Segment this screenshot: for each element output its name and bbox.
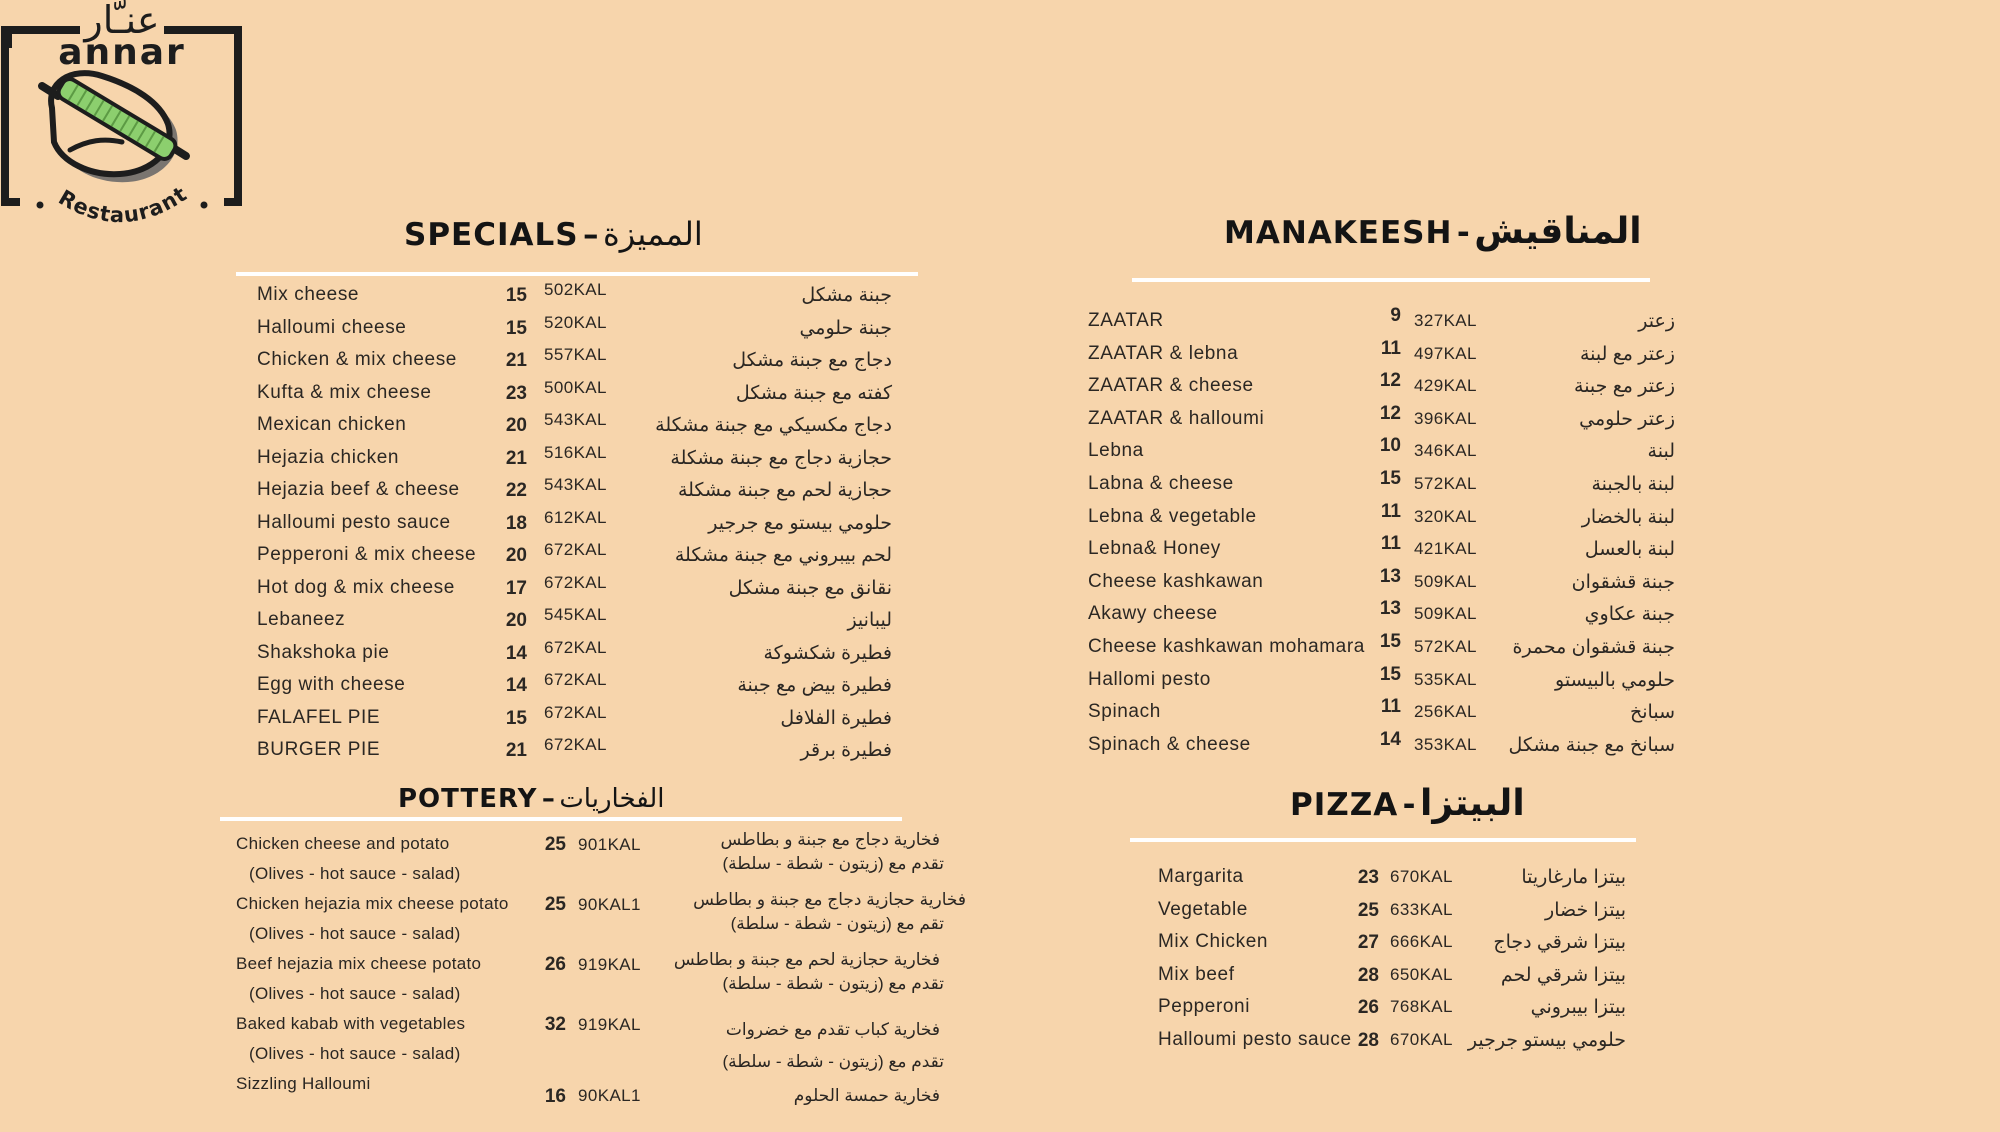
pizza-divider xyxy=(1130,838,1636,842)
pottery-heading xyxy=(398,786,665,812)
item-price: 15 xyxy=(1379,468,1401,489)
item-calories: 768KAL xyxy=(1390,997,1453,1016)
item-price: 26 xyxy=(1357,997,1379,1018)
item-calories: 672KAL xyxy=(544,540,607,559)
item-name-ar: حلومي بالبيستو xyxy=(1555,670,1675,691)
item-name-en: ZAATAR xyxy=(1088,310,1164,331)
item-name-ar: بيتزا خضار xyxy=(1545,900,1626,921)
item-name-ar: فخارية حمسة الحلوم xyxy=(793,1086,940,1105)
item-price: 15 xyxy=(1379,664,1401,685)
item-price: 14 xyxy=(505,643,527,664)
pizza-item xyxy=(0,994,2000,1024)
logo-tagline: Restaurant xyxy=(54,181,192,228)
item-name-en: Spinach & cheese xyxy=(1088,734,1251,755)
item-name-ar: بيتزا شرقي لحم xyxy=(1500,965,1626,986)
item-name-ar: لبنة بالعسل xyxy=(1584,539,1675,560)
item-price: 21 xyxy=(505,350,527,371)
item-calories: 572KAL xyxy=(1414,474,1477,493)
item-name-ar: فطيرة شكشوكة xyxy=(763,643,892,664)
item-sides-ar: تقدم مع (زيتون - شطة - سلطة) xyxy=(722,1052,944,1071)
manakeesh-divider xyxy=(1132,278,1650,282)
item-calories: 543KAL xyxy=(544,475,607,494)
item-price: 20 xyxy=(505,610,527,631)
item-name-ar: حلومي بيستو مع جرجير xyxy=(708,513,892,534)
item-name-ar: جبنة حلومي xyxy=(799,318,892,339)
pizza-item xyxy=(0,897,2000,927)
item-name-ar: جبنة قشقوان محمرة xyxy=(1512,637,1675,658)
item-price: 11 xyxy=(1380,533,1401,554)
item-name-ar: سبانخ مع جبنة مشكل xyxy=(1508,735,1675,756)
item-name-en: Egg with cheese xyxy=(257,674,406,695)
item-name-en: Halloumi pesto sauce xyxy=(1158,1029,1352,1050)
logo-tagline-arc xyxy=(0,0,244,236)
item-name-en: Sizzling Halloumi xyxy=(236,1074,371,1093)
item-calories: 509KAL xyxy=(1414,604,1477,623)
pottery-title-ar: الفخاريات xyxy=(559,784,665,814)
item-price: 15 xyxy=(1379,631,1401,652)
pottery-divider xyxy=(220,817,902,821)
item-calories: 901KAL xyxy=(578,835,641,854)
item-calories: 500KAL xyxy=(544,378,607,397)
manakeesh-title-ar: المناقيش xyxy=(1474,211,1642,252)
item-name-en: Baked kabab with vegetables xyxy=(236,1014,466,1033)
item-name-en: Hejazia beef & cheese xyxy=(257,479,460,500)
item-calories: 320KAL xyxy=(1414,507,1477,526)
item-price: 17 xyxy=(505,578,527,599)
item-sides-en: (Olives - hot sauce - salad) xyxy=(249,984,461,1003)
pizza-item xyxy=(0,864,2000,894)
item-calories: 497KAL xyxy=(1414,344,1477,363)
item-name-en: Beef hejazia mix cheese potato xyxy=(236,954,482,973)
item-price: 13 xyxy=(1379,598,1401,619)
item-name-en: Pepperoni xyxy=(1158,996,1251,1017)
item-calories: 672KAL xyxy=(544,670,607,689)
item-price: 21 xyxy=(505,740,527,761)
item-name-en: Cheese kashkawan xyxy=(1088,571,1264,592)
item-calories: 557KAL xyxy=(544,345,607,364)
item-price: 15 xyxy=(505,318,527,339)
item-sides-en: (Olives - hot sauce - salad) xyxy=(249,864,461,883)
item-calories: 572KAL xyxy=(1414,637,1477,656)
pizza-title-separator: - xyxy=(1402,787,1416,823)
item-name-ar: لبنة xyxy=(1647,441,1675,462)
manakeesh-title-separator: - xyxy=(1456,215,1470,251)
item-name-en: Lebna& Honey xyxy=(1088,538,1221,559)
pizza-item xyxy=(0,1027,2000,1057)
item-name-ar: فخارية كباب تقدم مع خضروات xyxy=(725,1020,940,1039)
item-calories: 353KAL xyxy=(1414,735,1477,754)
item-name-ar: حجازية دجاج مع جبنة مشكلة xyxy=(670,448,892,469)
pizza-heading xyxy=(1290,783,1525,824)
item-calories: 919KAL xyxy=(578,1015,641,1034)
item-name-ar: جبنة مشكل xyxy=(801,285,892,306)
pizza-title-en: PIZZA xyxy=(1290,787,1399,823)
item-sides-ar: تقدم مع (زيتون - شطة - سلطة) xyxy=(722,974,944,993)
item-calories: 516KAL xyxy=(544,443,607,462)
item-name-en: Lebna & vegetable xyxy=(1088,506,1257,527)
item-calories: 327KAL xyxy=(1414,311,1477,330)
item-name-ar: زعتر مع جبنة xyxy=(1574,376,1675,397)
item-name-en: ZAATAR & halloumi xyxy=(1088,408,1265,429)
manakeesh-item xyxy=(0,598,2000,631)
item-name-ar: دجاج مع جبنة مشكل xyxy=(732,350,892,371)
manakeesh-item xyxy=(0,696,2000,729)
item-calories: 256KAL xyxy=(1414,702,1477,721)
item-calories: 666KAL xyxy=(1390,932,1453,951)
item-name-en: Lebna xyxy=(1088,440,1144,461)
item-price: 20 xyxy=(505,545,527,566)
item-calories: 672KAL xyxy=(544,573,607,592)
manakeesh-item xyxy=(0,729,2000,762)
item-name-ar: فطيرة الفلافل xyxy=(780,708,892,729)
item-price: 14 xyxy=(1379,729,1401,750)
pottery-item xyxy=(0,1074,2000,1132)
manakeesh-item xyxy=(0,370,2000,403)
item-calories: 633KAL xyxy=(1390,900,1453,919)
item-name-ar: فخارية حجازية لحم مع جبنة و بطاطس xyxy=(673,950,940,969)
item-calories: 543KAL xyxy=(544,410,607,429)
item-price: 25 xyxy=(1357,900,1379,921)
item-name-ar: بيتزا بيبروني xyxy=(1530,997,1626,1018)
item-price: 10 xyxy=(1379,435,1401,456)
pizza-item xyxy=(0,929,2000,959)
item-name-en: Kufta & mix cheese xyxy=(257,382,432,403)
item-calories: 90KAL1 xyxy=(578,895,641,914)
item-name-ar: زعتر xyxy=(1638,311,1675,332)
item-calories: 346KAL xyxy=(1414,441,1477,460)
item-price: 27 xyxy=(1357,932,1379,953)
item-name-en: FALAFEL PIE xyxy=(257,707,381,728)
item-calories: 545KAL xyxy=(544,605,607,624)
item-calories: 612KAL xyxy=(544,508,607,527)
item-calories: 672KAL xyxy=(544,638,607,657)
item-name-en: Mix beef xyxy=(1158,964,1235,985)
item-name-ar: سبانخ xyxy=(1630,702,1675,723)
item-name-en: BURGER PIE xyxy=(257,739,381,760)
item-price: 11 xyxy=(1380,696,1401,717)
manakeesh-item xyxy=(0,566,2000,599)
item-price: 11 xyxy=(1380,501,1401,522)
item-price: 20 xyxy=(505,415,527,436)
item-price: 11 xyxy=(1380,338,1401,359)
item-name-ar: فخارية حجازية دجاج مع جبنة و بطاطس xyxy=(693,890,966,909)
item-name-en: Margarita xyxy=(1158,866,1244,887)
item-name-en: Hejazia chicken xyxy=(257,447,400,468)
item-calories: 90KAL1 xyxy=(578,1086,641,1105)
item-calories: 919KAL xyxy=(578,955,641,974)
pizza-item xyxy=(0,962,2000,992)
item-name-ar: جبنة عكاوي xyxy=(1584,604,1675,625)
restaurant-logo xyxy=(0,0,244,236)
logo-english-name: annar xyxy=(58,32,186,73)
manakeesh-item xyxy=(0,501,2000,534)
item-price: 9 xyxy=(1390,305,1401,326)
item-name-en: Mix Chicken xyxy=(1158,931,1269,952)
manakeesh-title-en: MANAKEESH xyxy=(1224,215,1453,251)
logo-arabic-name: عنـّار xyxy=(84,0,160,42)
item-sides-en: (Olives - hot sauce - salad) xyxy=(249,924,461,943)
item-calories: 520KAL xyxy=(544,313,607,332)
item-name-ar: لبنة بالخضار xyxy=(1581,507,1675,528)
manakeesh-item xyxy=(0,305,2000,338)
item-price: 25 xyxy=(544,834,566,855)
item-price: 15 xyxy=(505,708,527,729)
item-name-en: Shakshoka pie xyxy=(257,642,390,663)
item-name-ar: بيتزا مارغاريتا xyxy=(1521,867,1626,888)
item-name-en: Spinach xyxy=(1088,701,1161,722)
specials-divider xyxy=(236,272,918,276)
item-price: 16 xyxy=(544,1086,566,1107)
svg-text:Restaurant xyxy=(54,182,191,228)
item-name-en: Hallomi pesto xyxy=(1088,669,1211,690)
item-price: 32 xyxy=(544,1014,566,1035)
item-sides-ar: تقدم مع (زيتون - شطة - سلطة) xyxy=(722,854,944,873)
specials-heading xyxy=(404,215,703,253)
manakeesh-item xyxy=(0,468,2000,501)
item-name-en: Chicken & mix cheese xyxy=(257,349,457,370)
specials-title-ar: المميزة xyxy=(603,215,703,253)
item-price: 12 xyxy=(1379,370,1401,391)
item-calories: 429KAL xyxy=(1414,376,1477,395)
item-name-en: Halloumi cheese xyxy=(257,317,407,338)
item-calories: 396KAL xyxy=(1414,409,1477,428)
item-name-ar: بيتزا شرقي دجاج xyxy=(1493,932,1626,953)
manakeesh-heading xyxy=(1224,211,1642,252)
item-name-en: Hot dog & mix cheese xyxy=(257,577,455,598)
item-calories: 672KAL xyxy=(544,703,607,722)
item-price: 28 xyxy=(1357,1030,1379,1051)
item-name-ar: فطيرة بيض مع جبنة xyxy=(737,675,892,696)
item-price: 12 xyxy=(1379,403,1401,424)
manakeesh-item xyxy=(0,631,2000,664)
item-name-en: Mix cheese xyxy=(257,284,360,305)
item-name-en: Chicken hejazia mix cheese potato xyxy=(236,894,509,913)
item-sides-en: (Olives - hot sauce - salad) xyxy=(249,1044,461,1063)
item-name-ar: زعتر مع لبنة xyxy=(1579,344,1675,365)
item-calories: 535KAL xyxy=(1414,670,1477,689)
manakeesh-item xyxy=(0,403,2000,436)
item-calories: 670KAL xyxy=(1390,867,1453,886)
item-calories: 502KAL xyxy=(544,280,607,299)
item-name-ar: جبنة قشقوان xyxy=(1571,572,1675,593)
item-price: 26 xyxy=(544,954,566,975)
item-name-en: ZAATAR & lebna xyxy=(1088,343,1239,364)
item-name-en: Lebaneez xyxy=(257,609,346,630)
item-name-ar: لحم بيبروني مع جبنة مشكلة xyxy=(674,545,892,566)
item-name-ar: حلومي بيستو جرجير xyxy=(1467,1030,1626,1051)
item-price: 21 xyxy=(505,448,527,469)
item-calories: 650KAL xyxy=(1390,965,1453,984)
item-name-ar: فطيرة برقر xyxy=(800,740,892,761)
item-price: 13 xyxy=(1379,566,1401,587)
manakeesh-item xyxy=(0,664,2000,697)
item-name-en: Cheese kashkawan mohamara xyxy=(1088,636,1365,657)
item-price: 25 xyxy=(544,894,566,915)
item-name-en: Halloumi pesto sauce xyxy=(257,512,451,533)
item-name-en: Chicken cheese and potato xyxy=(236,834,450,853)
item-calories: 672KAL xyxy=(544,735,607,754)
item-name-ar: نقانق مع جبنة مشكل xyxy=(728,578,892,599)
item-calories: 509KAL xyxy=(1414,572,1477,591)
item-name-en: Akawy cheese xyxy=(1088,603,1218,624)
item-name-ar: لبنة بالجبنة xyxy=(1591,474,1675,495)
item-price: 15 xyxy=(505,285,527,306)
item-name-en: Labna & cheese xyxy=(1088,473,1234,494)
pottery-title-separator: – xyxy=(541,784,555,814)
item-price: 22 xyxy=(505,480,527,501)
item-name-en: Mexican chicken xyxy=(257,414,407,435)
item-name-ar: زعتر حلومي xyxy=(1579,409,1675,430)
item-name-ar: كفته مع جبنة مشكل xyxy=(735,383,892,404)
specials-title-en: SPECIALS xyxy=(404,217,579,253)
item-price: 18 xyxy=(505,513,527,534)
item-price: 14 xyxy=(505,675,527,696)
manakeesh-item xyxy=(0,435,2000,468)
item-name-en: Pepperoni & mix cheese xyxy=(257,544,477,565)
pottery-title-en: POTTERY xyxy=(398,784,538,814)
item-name-ar: ليبانيز xyxy=(847,610,892,631)
item-price: 28 xyxy=(1357,965,1379,986)
specials-title-separator: – xyxy=(583,217,599,253)
pizza-title-ar: البيتزا xyxy=(1419,783,1525,824)
item-name-ar: فخارية دجاج مع جبنة و بطاطس xyxy=(720,830,940,849)
item-name-ar: حجازية لحم مع جبنة مشكلة xyxy=(677,480,892,501)
manakeesh-item xyxy=(0,338,2000,371)
item-price: 23 xyxy=(1357,867,1379,888)
manakeesh-item xyxy=(0,533,2000,566)
item-sides-ar: تقم مع (زيتون - شطة - سلطة) xyxy=(730,914,944,933)
item-name-ar: دجاج مكسيكي مع جبنة مشكلة xyxy=(655,415,892,436)
item-calories: 670KAL xyxy=(1390,1030,1453,1049)
item-price: 23 xyxy=(505,383,527,404)
item-calories: 421KAL xyxy=(1414,539,1477,558)
item-name-en: ZAATAR & cheese xyxy=(1088,375,1254,396)
item-name-en: Vegetable xyxy=(1158,899,1248,920)
